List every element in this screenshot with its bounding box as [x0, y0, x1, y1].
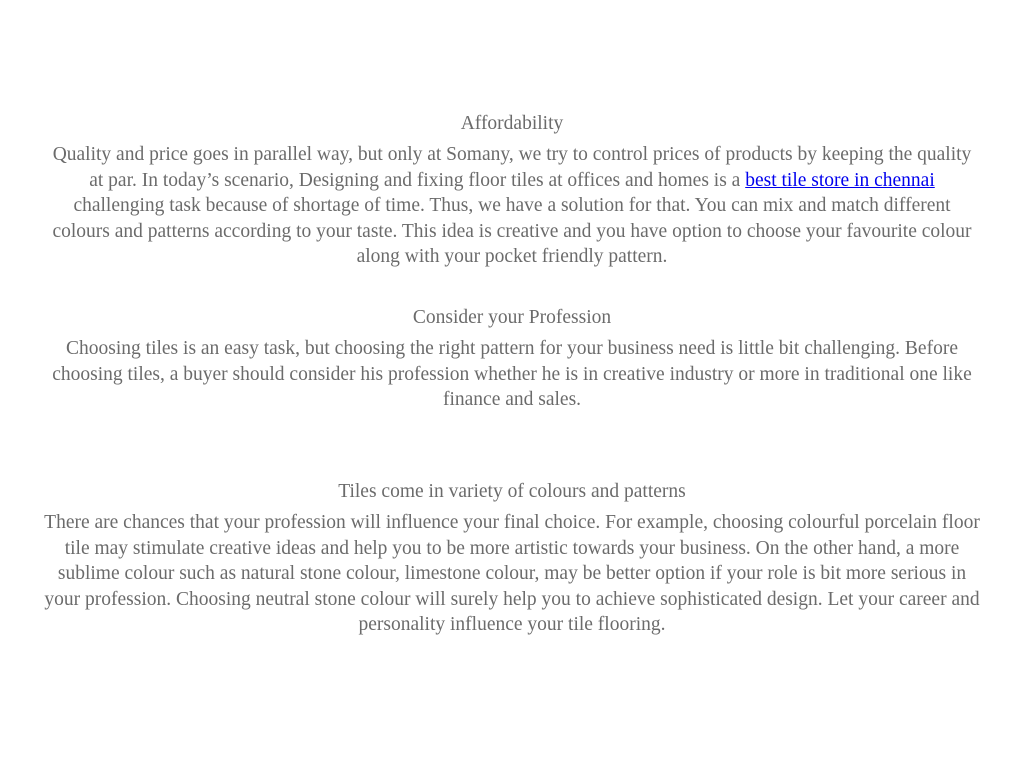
section-consider-profession — [44, 305, 980, 413]
section-heading: Affordability — [460, 113, 564, 134]
section-paragraph: There are chances that your profession will influence your final choice. For example, choosing colourful porcelain floor tile may stimulate creative ideas and help you to be more artistic towards your business. On the other hand, a more sublime colour such as natural stone colour, limestone colour, may be better option if your role is bit more serious in your profession. Choosing neutral stone colour will surely help you to achieve sophisticated design. Let your career and personality influence your tile flooring. — [44, 512, 980, 635]
section-affordability — [44, 111, 980, 270]
paragraph-text: Quality and price goes in parallel way, but only at Somany, we try to control prices of products by keeping the quality at par. In today’s scenario, Designing and fixing floor tiles at offices and homes is a — [52, 144, 972, 191]
section-paragraph: Choosing tiles is an easy task, but choosing the right pattern for your business need is little bit challenging. Before choosing tiles, a buyer should consider his profession whether he is in creative industry or more in traditional one like finance and sales. — [52, 338, 972, 410]
section-tiles-variety — [44, 479, 980, 638]
section-heading: Consider your Profession — [412, 307, 612, 328]
best-tile-store-link[interactable]: best tile store in chennai — [745, 169, 935, 191]
paragraph-text: challenging task because of shortage of time. Thus, we have a solution for that. You can mix and match different colours and patterns according to your taste. This idea is creative and you have option to choose your favourite colour along with your pocket friendly pattern. — [52, 169, 977, 267]
section-heading: Tiles come in variety of colours and patterns — [338, 481, 686, 502]
section-paragraph — [44, 142, 980, 270]
